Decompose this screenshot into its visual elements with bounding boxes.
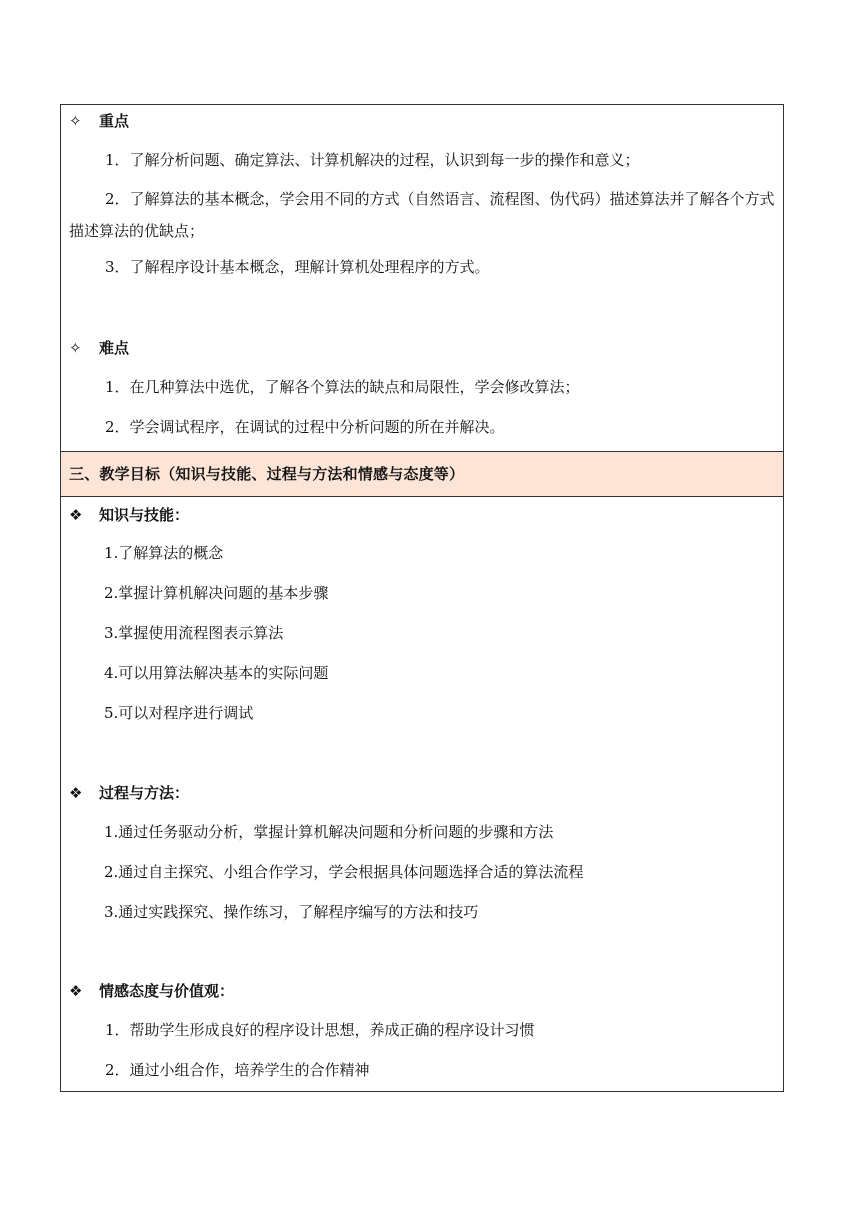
emotion-item: 2．通过小组合作，培养学生的合作精神 xyxy=(105,1061,370,1079)
difficult-point-item: 1．在几种算法中选优，了解各个算法的缺点和局限性，学会修改算法； xyxy=(105,378,580,396)
process-heading-row xyxy=(69,783,189,803)
process-item: 2.通过自主探究、小组合作学习，学会根据具体问题选择合适的算法流程 xyxy=(104,863,584,881)
emotion-heading: 情感态度与价值观： xyxy=(99,982,235,1000)
section-title: 三、教学目标（知识与技能、过程与方法和情感与态度等） xyxy=(69,465,465,483)
process-heading: 过程与方法： xyxy=(99,784,190,802)
knowledge-heading: 知识与技能： xyxy=(99,506,190,524)
knowledge-item: 4.可以用算法解决基本的实际问题 xyxy=(104,664,329,682)
knowledge-heading-row xyxy=(69,505,189,525)
key-point-item: 3．了解程序设计基本概念，理解计算机处理程序的方式。 xyxy=(105,258,490,276)
outline-diamond-icon: ✧ xyxy=(69,339,82,357)
key-points-heading: 重点 xyxy=(99,112,130,130)
emotion-heading-row xyxy=(69,981,234,1001)
lesson-plan-table xyxy=(60,104,784,1092)
filled-diamond-icon: ❖ xyxy=(69,784,83,802)
knowledge-item: 5.可以对程序进行调试 xyxy=(104,704,254,722)
filled-diamond-icon: ❖ xyxy=(69,506,83,524)
section-header-teaching-goals xyxy=(61,451,783,497)
key-difficult-points-cell xyxy=(61,105,783,451)
process-item: 1.通过任务驱动分析，掌握计算机解决问题和分析问题的步骤和方法 xyxy=(104,823,554,841)
outline-diamond-icon: ✧ xyxy=(69,112,82,130)
key-point-item: 2．了解算法的基本概念，学会用不同的方式（自然语言、流程图、伪代码）描述算法并了解各个方式描述算法的优缺点； xyxy=(69,190,775,240)
knowledge-item: 1.了解算法的概念 xyxy=(104,544,224,562)
key-point-item: 1．了解分析问题、确定算法、计算机解决的过程，认识到每一步的操作和意义； xyxy=(105,151,640,169)
difficult-points-heading: 难点 xyxy=(99,339,130,357)
key-points-heading-row xyxy=(69,111,129,131)
process-item: 3.通过实践探究、操作练习，了解程序编写的方法和技巧 xyxy=(104,903,479,921)
difficult-point-item: 2．学会调试程序，在调试的过程中分析问题的所在并解决。 xyxy=(105,418,505,436)
emotion-item: 1．帮助学生形成良好的程序设计思想，养成正确的程序设计习惯 xyxy=(105,1021,535,1039)
difficult-points-heading-row xyxy=(69,338,129,358)
knowledge-item: 3.掌握使用流程图表示算法 xyxy=(104,624,284,642)
filled-diamond-icon: ❖ xyxy=(69,982,83,1000)
knowledge-item: 2.掌握计算机解决问题的基本步骤 xyxy=(104,584,329,602)
teaching-goals-cell xyxy=(61,497,783,1091)
